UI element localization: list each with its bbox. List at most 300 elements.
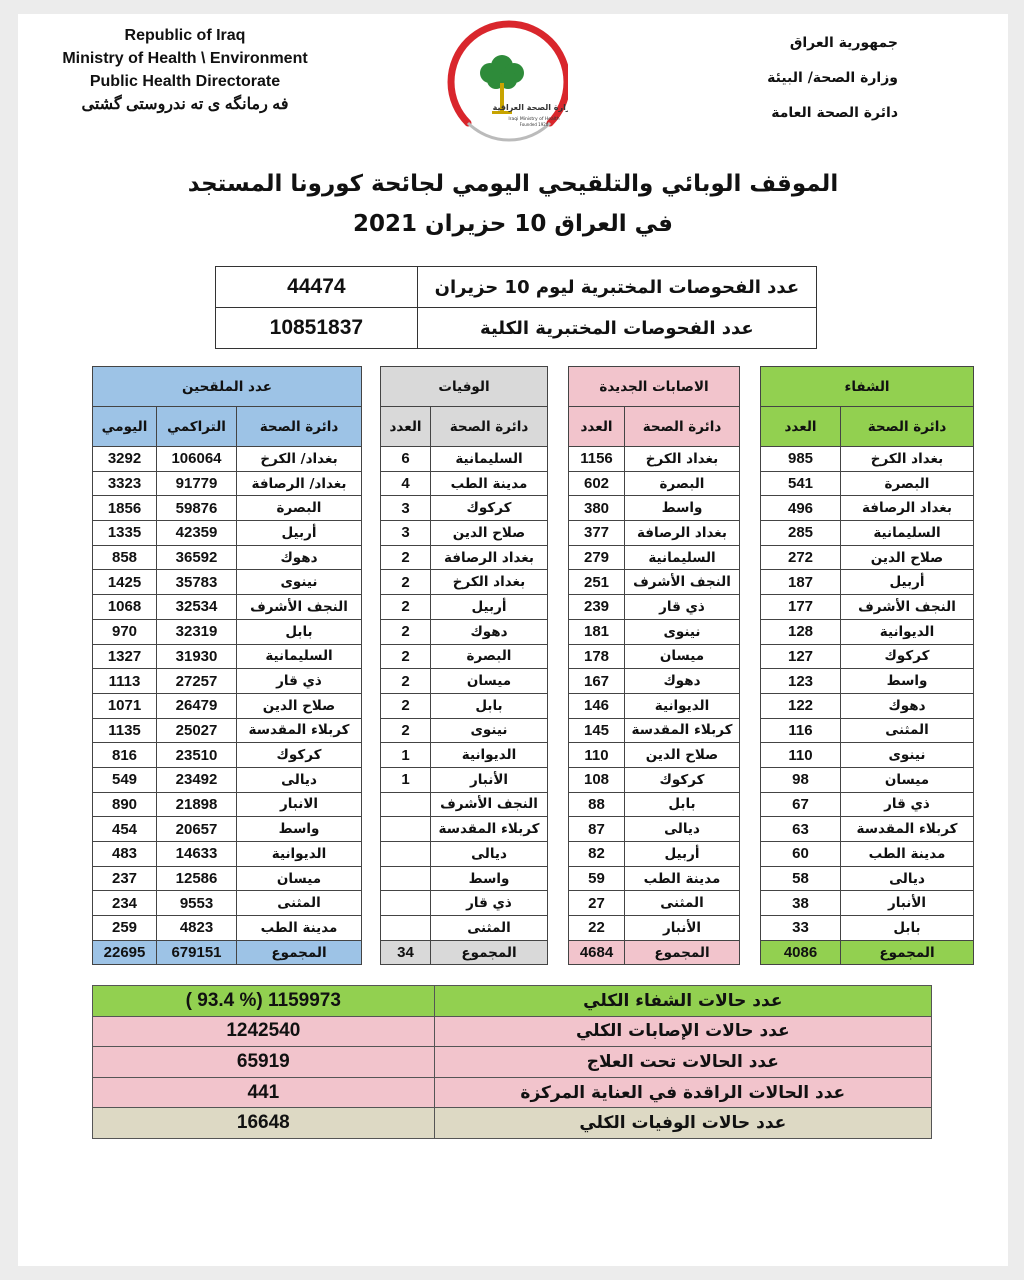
title-line-1: الموقف الوبائي والتلقيحي اليومي لجائحة كورونا المستجد: [187, 171, 839, 197]
table-row: [381, 644, 548, 669]
table-header-row: [381, 407, 548, 447]
row-count: 2: [381, 669, 431, 694]
table-row: [381, 916, 548, 941]
row-cumulative: 9553: [157, 891, 237, 916]
row-count: 279: [569, 545, 625, 570]
table-row: [381, 669, 548, 694]
row-name: بغداد الرصافة: [431, 545, 548, 570]
row-name: ديالى: [431, 842, 548, 867]
row-name: كربلاء المقدسة: [841, 817, 974, 842]
table-row: [761, 521, 974, 546]
table-total-row: [761, 940, 974, 965]
row-daily: 549: [93, 767, 157, 792]
row-name: مدينة الطب: [431, 471, 548, 496]
row-count: 541: [761, 471, 841, 496]
row-count: 98: [761, 767, 841, 792]
table-row: [381, 471, 548, 496]
row-count: 3: [381, 496, 431, 521]
row-cumulative: 20657: [157, 817, 237, 842]
summary-table: [92, 985, 932, 1139]
row-count: 110: [761, 743, 841, 768]
row-daily: 454: [93, 817, 157, 842]
summary-value: 65919: [93, 1047, 435, 1078]
table-row: [381, 447, 548, 472]
table-row: [761, 817, 974, 842]
row-count: 22: [569, 916, 625, 941]
row-count: 181: [569, 619, 625, 644]
row-name: بابل: [841, 916, 974, 941]
report-page: [18, 14, 1008, 1266]
row-name: ديالى: [841, 866, 974, 891]
row-name: المثنى: [431, 916, 548, 941]
row-name: أربيل: [841, 570, 974, 595]
total-label: المجموع: [625, 940, 740, 965]
header-left-line: Republic of Iraq: [124, 27, 246, 44]
table-title-row: [569, 367, 740, 407]
row-name: النجف الأشرف: [431, 792, 548, 817]
summary-row: [93, 1108, 932, 1139]
row-cumulative: 14633: [157, 842, 237, 867]
table-row: [93, 792, 362, 817]
row-count: 178: [569, 644, 625, 669]
row-count: 985: [761, 447, 841, 472]
logo-founded: Founded 1920: [519, 122, 549, 127]
table-row: [761, 891, 974, 916]
col-cumulative-header: التراكمي: [157, 407, 237, 447]
row-daily: 816: [93, 743, 157, 768]
table-row: [569, 570, 740, 595]
row-name: النجف الأشرف: [237, 595, 362, 620]
row-name: أربيل: [431, 595, 548, 620]
summary-value: 1242540: [93, 1016, 435, 1047]
table-row: [381, 521, 548, 546]
tests-row: [216, 308, 817, 349]
row-name: بابل: [237, 619, 362, 644]
col-count-header: العدد: [381, 407, 431, 447]
table-row: [761, 570, 974, 595]
row-name: دهوك: [237, 545, 362, 570]
row-name: الديوانية: [237, 842, 362, 867]
tests-row: [216, 267, 817, 308]
row-daily: 3323: [93, 471, 157, 496]
table-row: [761, 471, 974, 496]
col-count-header: العدد: [569, 407, 625, 447]
row-count: 377: [569, 521, 625, 546]
row-count: [381, 842, 431, 867]
table-row: [93, 545, 362, 570]
summary-value: ( 93.4 %) 1159973: [93, 986, 435, 1017]
row-name: ميسان: [237, 866, 362, 891]
row-daily: 1135: [93, 718, 157, 743]
table-row: [761, 644, 974, 669]
row-cumulative: 32534: [157, 595, 237, 620]
summary-label: عدد حالات الإصابات الكلي: [434, 1016, 931, 1047]
row-name: السليمانية: [841, 521, 974, 546]
row-count: 496: [761, 496, 841, 521]
header-arabic: [698, 26, 898, 131]
row-name: البصرة: [841, 471, 974, 496]
row-name: كركوك: [625, 767, 740, 792]
row-count: 27: [569, 891, 625, 916]
row-name: كربلاء المقدسة: [431, 817, 548, 842]
table-row: [569, 496, 740, 521]
row-cumulative: 91779: [157, 471, 237, 496]
table-row: [381, 767, 548, 792]
vaccinated-table: [92, 366, 362, 965]
row-count: 272: [761, 545, 841, 570]
row-name: واسط: [431, 866, 548, 891]
recovered-total: 4086: [761, 940, 841, 965]
table-row: [761, 496, 974, 521]
row-name: نينوى: [625, 619, 740, 644]
row-name: نينوى: [841, 743, 974, 768]
header-english: [40, 24, 330, 116]
col-name-header: دائرة الصحة: [237, 407, 362, 447]
row-cumulative: 25027: [157, 718, 237, 743]
total-label: المجموع: [431, 940, 548, 965]
col-count-header: العدد: [761, 407, 841, 447]
table-row: [381, 496, 548, 521]
row-name: الديوانية: [841, 619, 974, 644]
tests-label: عدد الفحوصات المختبرية ليوم 10 حزيران: [417, 267, 816, 308]
row-name: كربلاء المقدسة: [237, 718, 362, 743]
row-name: ميسان: [841, 767, 974, 792]
table-row: [569, 471, 740, 496]
col-name-header: دائرة الصحة: [841, 407, 974, 447]
row-name: ذي قار: [237, 669, 362, 694]
table-row: [381, 545, 548, 570]
logo-text-en: Iraqi Ministry of Health: [508, 117, 560, 122]
row-name: مدينة الطب: [625, 866, 740, 891]
row-count: [381, 891, 431, 916]
row-count: 67: [761, 792, 841, 817]
row-daily: 1068: [93, 595, 157, 620]
summary-label: عدد حالات الشفاء الكلي: [434, 986, 931, 1017]
table-row: [569, 521, 740, 546]
row-name: دهوك: [625, 669, 740, 694]
row-daily: 1327: [93, 644, 157, 669]
table-row: [761, 866, 974, 891]
row-name: المثنى: [625, 891, 740, 916]
summary-value: 16648: [93, 1108, 435, 1139]
table-total-row: [569, 940, 740, 965]
row-count: 2: [381, 619, 431, 644]
row-name: الديوانية: [625, 693, 740, 718]
row-cumulative: 23510: [157, 743, 237, 768]
table-row: [569, 669, 740, 694]
row-count: 167: [569, 669, 625, 694]
table-row: [761, 595, 974, 620]
tests-label: عدد الفحوصات المختبرية الكلية: [417, 308, 816, 349]
row-name: واسط: [625, 496, 740, 521]
row-name: المثنى: [237, 891, 362, 916]
row-name: ذي قار: [625, 595, 740, 620]
table-title-row: [761, 367, 974, 407]
new-cases-total: 4684: [569, 940, 625, 965]
row-daily: 1856: [93, 496, 157, 521]
vaccinated-total-cumulative: 679151: [157, 940, 237, 965]
row-daily: 234: [93, 891, 157, 916]
row-count: 59: [569, 866, 625, 891]
header-right-line: وزارة الصحة/ البيئة: [767, 70, 898, 86]
new-cases-title: الاصابات الجديدة: [569, 367, 740, 407]
table-row: [761, 693, 974, 718]
row-name: بغداد/ الرصافة: [237, 471, 362, 496]
summary-label: عدد الحالات تحت العلاج: [434, 1047, 931, 1078]
table-row: [761, 545, 974, 570]
table-row: [569, 693, 740, 718]
table-row: [93, 471, 362, 496]
row-name: ذي قار: [431, 891, 548, 916]
summary-row: [93, 986, 932, 1017]
table-row: [93, 669, 362, 694]
row-count: 1: [381, 743, 431, 768]
table-row: [569, 817, 740, 842]
row-count: 82: [569, 842, 625, 867]
row-name: بغداد الكرخ: [431, 570, 548, 595]
row-name: ديالى: [625, 817, 740, 842]
row-count: 2: [381, 718, 431, 743]
row-name: ميسان: [625, 644, 740, 669]
row-name: بغداد/ الكرخ: [237, 447, 362, 472]
table-row: [761, 619, 974, 644]
logo-text: وزارة الصحة العراقية: [492, 103, 568, 112]
row-name: دهوك: [841, 693, 974, 718]
row-name: أربيل: [237, 521, 362, 546]
row-count: 122: [761, 693, 841, 718]
ministry-logo: [438, 18, 568, 148]
row-cumulative: 32319: [157, 619, 237, 644]
row-count: 88: [569, 792, 625, 817]
row-name: ديالى: [237, 767, 362, 792]
table-row: [569, 447, 740, 472]
row-cumulative: 4823: [157, 916, 237, 941]
table-row: [569, 545, 740, 570]
row-name: السليمانية: [237, 644, 362, 669]
row-name: واسط: [841, 669, 974, 694]
row-cumulative: 21898: [157, 792, 237, 817]
row-name: بغداد الكرخ: [625, 447, 740, 472]
table-row: [761, 792, 974, 817]
vaccinated-total-daily: 22695: [93, 940, 157, 965]
table-row: [381, 619, 548, 644]
deaths-total: 34: [381, 940, 431, 965]
table-row: [381, 792, 548, 817]
table-row: [761, 718, 974, 743]
table-row: [569, 595, 740, 620]
row-cumulative: 12586: [157, 866, 237, 891]
row-name: نينوى: [237, 570, 362, 595]
table-row: [93, 496, 362, 521]
table-row: [93, 743, 362, 768]
row-count: [381, 866, 431, 891]
table-row: [93, 842, 362, 867]
table-title-row: [93, 367, 362, 407]
row-cumulative: 23492: [157, 767, 237, 792]
row-name: كركوك: [841, 644, 974, 669]
row-count: 187: [761, 570, 841, 595]
row-name: الديوانية: [431, 743, 548, 768]
row-name: كركوك: [237, 743, 362, 768]
header-left-line: Public Health Directorate: [89, 73, 281, 90]
vaccinated-title: عدد الملقحين: [93, 367, 362, 407]
row-name: الانبار: [237, 792, 362, 817]
row-count: [381, 817, 431, 842]
table-row: [569, 891, 740, 916]
table-row: [381, 718, 548, 743]
table-row: [93, 619, 362, 644]
row-daily: 858: [93, 545, 157, 570]
row-count: 4: [381, 471, 431, 496]
row-name: صلاح الدين: [237, 693, 362, 718]
report-title: [138, 164, 888, 244]
row-count: 2: [381, 644, 431, 669]
table-header-row: [569, 407, 740, 447]
table-header-row: [761, 407, 974, 447]
summary-row: [93, 1047, 932, 1078]
recovered-title: الشفاء: [761, 367, 974, 407]
table-row: [761, 743, 974, 768]
table-row: [381, 693, 548, 718]
row-name: السليمانية: [625, 545, 740, 570]
header-right-line: دائرة الصحة العامة: [771, 105, 898, 121]
table-row: [93, 521, 362, 546]
row-cumulative: 35783: [157, 570, 237, 595]
table-row: [381, 570, 548, 595]
row-count: 2: [381, 545, 431, 570]
table-row: [761, 767, 974, 792]
row-name: النجف الأشرف: [841, 595, 974, 620]
row-daily: 237: [93, 866, 157, 891]
summary-value: 441: [93, 1077, 435, 1108]
row-name: كربلاء المقدسة: [625, 718, 740, 743]
table-row: [381, 817, 548, 842]
total-label: المجموع: [841, 940, 974, 965]
row-name: الأنبار: [625, 916, 740, 941]
table-row: [569, 916, 740, 941]
row-name: الأنبار: [841, 891, 974, 916]
row-cumulative: 59876: [157, 496, 237, 521]
table-row: [569, 866, 740, 891]
row-count: 177: [761, 595, 841, 620]
table-row: [381, 842, 548, 867]
row-count: 1: [381, 767, 431, 792]
row-cumulative: 31930: [157, 644, 237, 669]
row-count: 128: [761, 619, 841, 644]
table-row: [381, 595, 548, 620]
summary-row: [93, 1016, 932, 1047]
summary-row: [93, 1077, 932, 1108]
row-name: النجف الأشرف: [625, 570, 740, 595]
table-row: [761, 669, 974, 694]
tests-value: 10851837: [216, 308, 418, 349]
row-daily: 1071: [93, 693, 157, 718]
row-cumulative: 26479: [157, 693, 237, 718]
table-row: [569, 743, 740, 768]
row-name: بغداد الرصافة: [625, 521, 740, 546]
row-count: 145: [569, 718, 625, 743]
table-row: [93, 447, 362, 472]
table-row: [569, 619, 740, 644]
table-row: [93, 644, 362, 669]
new-cases-table: [568, 366, 740, 965]
row-daily: 259: [93, 916, 157, 941]
header-left-line: فه رمانگه ى ته ندروستى گشتى: [81, 96, 289, 113]
recovered-table: [760, 366, 974, 965]
table-row: [569, 718, 740, 743]
table-row: [761, 447, 974, 472]
row-count: 123: [761, 669, 841, 694]
row-name: صلاح الدين: [625, 743, 740, 768]
row-name: مدينة الطب: [841, 842, 974, 867]
row-name: أربيل: [625, 842, 740, 867]
row-name: نينوى: [431, 718, 548, 743]
deaths-table: [380, 366, 548, 965]
table-row: [93, 891, 362, 916]
row-count: 146: [569, 693, 625, 718]
row-count: 285: [761, 521, 841, 546]
row-daily: 970: [93, 619, 157, 644]
table-row: [381, 891, 548, 916]
row-name: بغداد الرصافة: [841, 496, 974, 521]
row-count: 239: [569, 595, 625, 620]
row-count: 110: [569, 743, 625, 768]
row-name: السليمانية: [431, 447, 548, 472]
row-cumulative: 27257: [157, 669, 237, 694]
table-row: [761, 842, 974, 867]
row-count: 602: [569, 471, 625, 496]
row-count: 87: [569, 817, 625, 842]
row-cumulative: 42359: [157, 521, 237, 546]
table-header-row: [93, 407, 362, 447]
row-name: المثنى: [841, 718, 974, 743]
table-total-row: [381, 940, 548, 965]
header-left-line: Ministry of Health \ Environment: [62, 50, 308, 67]
row-daily: 483: [93, 842, 157, 867]
row-count: 251: [569, 570, 625, 595]
deaths-title: الوفيات: [381, 367, 548, 407]
col-daily-header: اليومي: [93, 407, 157, 447]
table-row: [93, 767, 362, 792]
table-total-row: [93, 940, 362, 965]
summary-label: عدد حالات الوفيات الكلي: [434, 1108, 931, 1139]
row-daily: 3292: [93, 447, 157, 472]
table-title-row: [381, 367, 548, 407]
row-count: 380: [569, 496, 625, 521]
row-daily: 1425: [93, 570, 157, 595]
table-row: [569, 842, 740, 867]
row-count: 3: [381, 521, 431, 546]
table-row: [93, 916, 362, 941]
row-name: صلاح الدين: [431, 521, 548, 546]
table-row: [569, 644, 740, 669]
row-count: [381, 792, 431, 817]
table-row: [93, 693, 362, 718]
table-row: [381, 866, 548, 891]
table-row: [93, 866, 362, 891]
row-count: 63: [761, 817, 841, 842]
row-name: كركوك: [431, 496, 548, 521]
row-daily: 1335: [93, 521, 157, 546]
row-count: 2: [381, 595, 431, 620]
row-name: بابل: [431, 693, 548, 718]
table-row: [93, 595, 362, 620]
table-row: [569, 792, 740, 817]
row-cumulative: 36592: [157, 545, 237, 570]
tests-table: [215, 266, 817, 349]
row-name: البصرة: [237, 496, 362, 521]
row-count: 2: [381, 570, 431, 595]
